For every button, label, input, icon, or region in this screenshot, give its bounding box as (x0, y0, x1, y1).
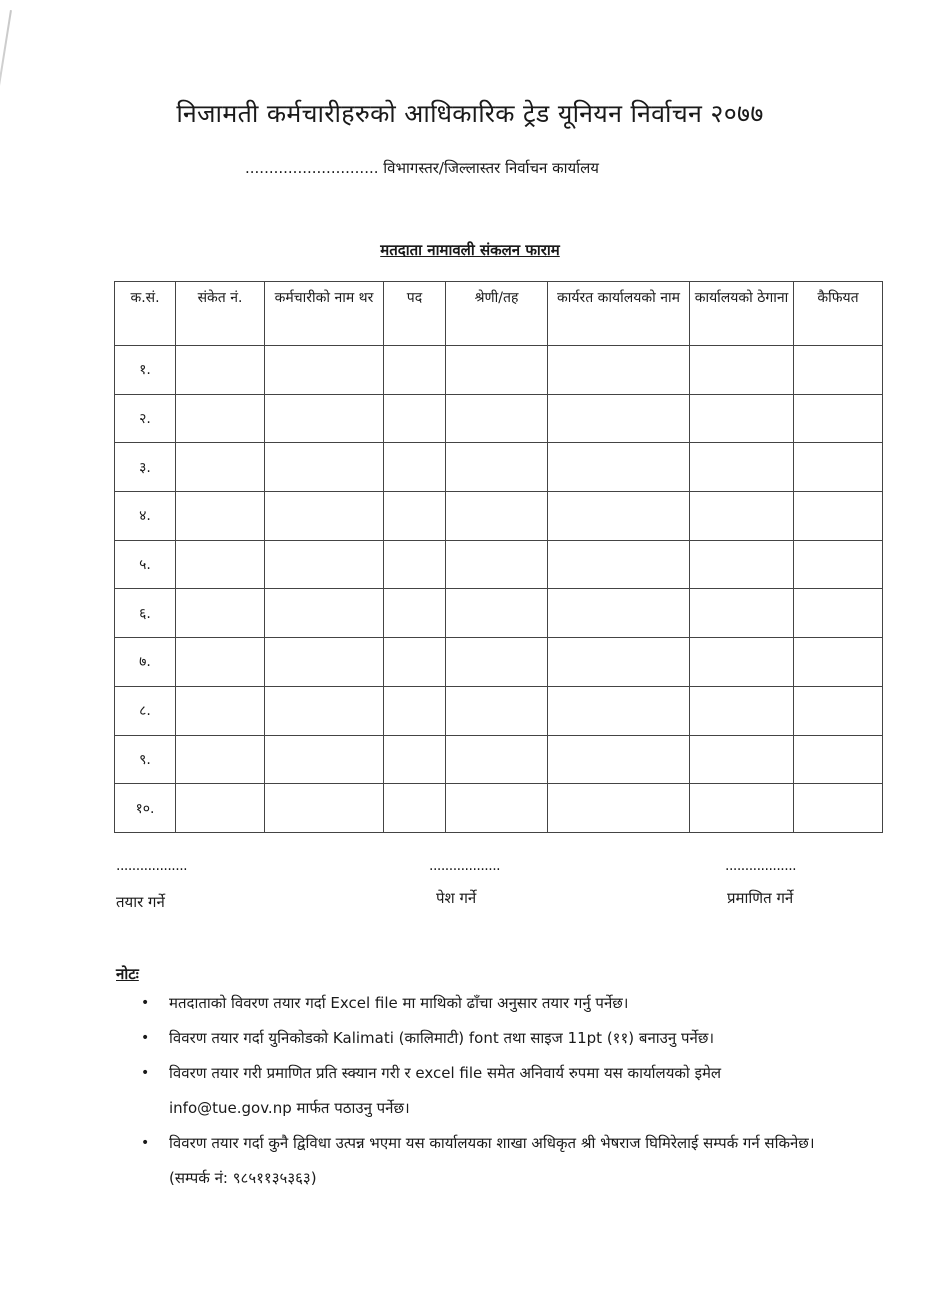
table-cell (548, 638, 690, 687)
row-serial: २. (115, 394, 176, 443)
table-cell (384, 346, 446, 395)
table-cell (548, 784, 690, 833)
table-cell (176, 784, 265, 833)
table-cell (794, 346, 883, 395)
table-cell (176, 540, 265, 589)
table-cell (446, 394, 548, 443)
table-cell (176, 394, 265, 443)
table-row (115, 686, 883, 735)
table-cell (384, 686, 446, 735)
table-cell (265, 492, 384, 541)
col-header-remarks: कैफियत (794, 282, 883, 346)
table-cell (446, 443, 548, 492)
table-cell (690, 589, 794, 638)
note-item: • विवरण तयार गर्दा युनिकोडको Kalimati (कालिमाटी) font तथा साइज 11pt (११) बनाउनु पर्नेछ। (135, 1021, 835, 1056)
table-cell (690, 394, 794, 443)
table-cell (265, 346, 384, 395)
row-serial: ६. (115, 589, 176, 638)
form-title: मतदाता नामावली संकलन फाराम (380, 241, 560, 259)
table-cell (384, 443, 446, 492)
table-cell (446, 638, 548, 687)
table-cell (176, 735, 265, 784)
col-header-employee-name: कर्मचारीको नाम थर (265, 282, 384, 346)
row-serial: ७. (115, 638, 176, 687)
submitted-dots: .................. (429, 858, 501, 874)
table-cell (176, 638, 265, 687)
table-cell (446, 589, 548, 638)
table-row (115, 540, 883, 589)
row-serial: ३. (115, 443, 176, 492)
notes-heading: नोटः (116, 965, 139, 983)
col-header-code: संकेत नं. (176, 282, 265, 346)
table-cell (794, 492, 883, 541)
table-cell (176, 346, 265, 395)
table-cell (794, 443, 883, 492)
table-cell (265, 394, 384, 443)
table-row (115, 784, 883, 833)
col-header-serial: क.सं. (115, 282, 176, 346)
note-item: • मतदाताको विवरण तयार गर्दा Excel file मा माथिको ढाँचा अनुसार तयार गर्नु पर्नेछ। (135, 986, 835, 1021)
table-row (115, 443, 883, 492)
row-serial: ८. (115, 686, 176, 735)
table-cell (690, 492, 794, 541)
office-subtitle: ............................ विभागस्तर/जिल्लास्तर निर्वाचन कार्यालय (245, 159, 599, 177)
table-cell (446, 346, 548, 395)
table-cell (384, 589, 446, 638)
table-cell (446, 735, 548, 784)
table-cell (690, 638, 794, 687)
table-cell (384, 638, 446, 687)
submitted-by-label: पेश गर्ने (436, 889, 477, 907)
certified-dots: .................. (725, 858, 797, 874)
table-cell (690, 443, 794, 492)
table-row (115, 394, 883, 443)
table-cell (265, 735, 384, 784)
table-cell (176, 686, 265, 735)
row-serial: ४. (115, 492, 176, 541)
table-cell (446, 540, 548, 589)
table-cell (384, 492, 446, 541)
row-serial: ९. (115, 735, 176, 784)
row-serial: १०. (115, 784, 176, 833)
notes-list (135, 986, 835, 1196)
table-cell (176, 443, 265, 492)
table-cell (690, 540, 794, 589)
table-cell (548, 735, 690, 784)
col-header-post: पद (384, 282, 446, 346)
table-cell (548, 394, 690, 443)
table-cell (176, 589, 265, 638)
table-row (115, 638, 883, 687)
table-cell (794, 638, 883, 687)
col-header-office-name: कार्यरत कार्यालयको नाम (548, 282, 690, 346)
table-cell (794, 540, 883, 589)
table-cell (548, 443, 690, 492)
table-cell (384, 394, 446, 443)
col-header-grade: श्रेणी/तह (446, 282, 548, 346)
table-cell (548, 540, 690, 589)
row-serial: १. (115, 346, 176, 395)
table-cell (548, 686, 690, 735)
table-cell (265, 589, 384, 638)
table-cell (548, 589, 690, 638)
table-cell (384, 784, 446, 833)
voter-list-table (114, 281, 883, 833)
table-cell (265, 443, 384, 492)
table-cell (384, 540, 446, 589)
document-title: निजामती कर्मचारीहरुको आधिकारिक ट्रेड यूनियन निर्वाचन २०७७ (176, 99, 764, 128)
note-item: • विवरण तयार गर्दा कुनै द्विविधा उत्पन्न भएमा यस कार्यालयका शाखा अधिकृत श्री भेषराज घिमिरेलाई सम्पर्क गर्न सकिनेछ। (सम्पर्क नं: ९८५११३५३६३) (135, 1126, 835, 1196)
table-header-row (115, 282, 883, 346)
table-cell (690, 784, 794, 833)
table-cell (265, 540, 384, 589)
table-cell (794, 589, 883, 638)
table-row (115, 735, 883, 784)
note-item: • विवरण तयार गरी प्रमाणित प्रति स्क्यान गरी र excel file समेत अनिवार्य रुपमा यस कार्यालयको इमेल info@tue.gov.np मार्फत पठाउनु पर्नेछ। (135, 1056, 835, 1126)
prepared-dots: .................. (116, 858, 188, 874)
table-cell (265, 638, 384, 687)
table-cell (548, 492, 690, 541)
table-cell (794, 784, 883, 833)
certified-by-label: प्रमाणित गर्ने (727, 889, 794, 907)
table-cell (690, 346, 794, 395)
table-cell (690, 735, 794, 784)
table-cell (794, 686, 883, 735)
row-serial: ५. (115, 540, 176, 589)
table-cell (548, 346, 690, 395)
table-cell (265, 784, 384, 833)
table-cell (794, 735, 883, 784)
table-row (115, 589, 883, 638)
table-cell (265, 686, 384, 735)
table-row (115, 346, 883, 395)
table-cell (176, 492, 265, 541)
col-header-office-address: कार्यालयको ठेगाना (690, 282, 794, 346)
table-cell (446, 784, 548, 833)
table-cell (794, 394, 883, 443)
table-row (115, 492, 883, 541)
table-cell (446, 492, 548, 541)
table-cell (446, 686, 548, 735)
table-cell (384, 735, 446, 784)
table-cell (690, 686, 794, 735)
prepared-by-label: तयार गर्ने (116, 893, 165, 911)
